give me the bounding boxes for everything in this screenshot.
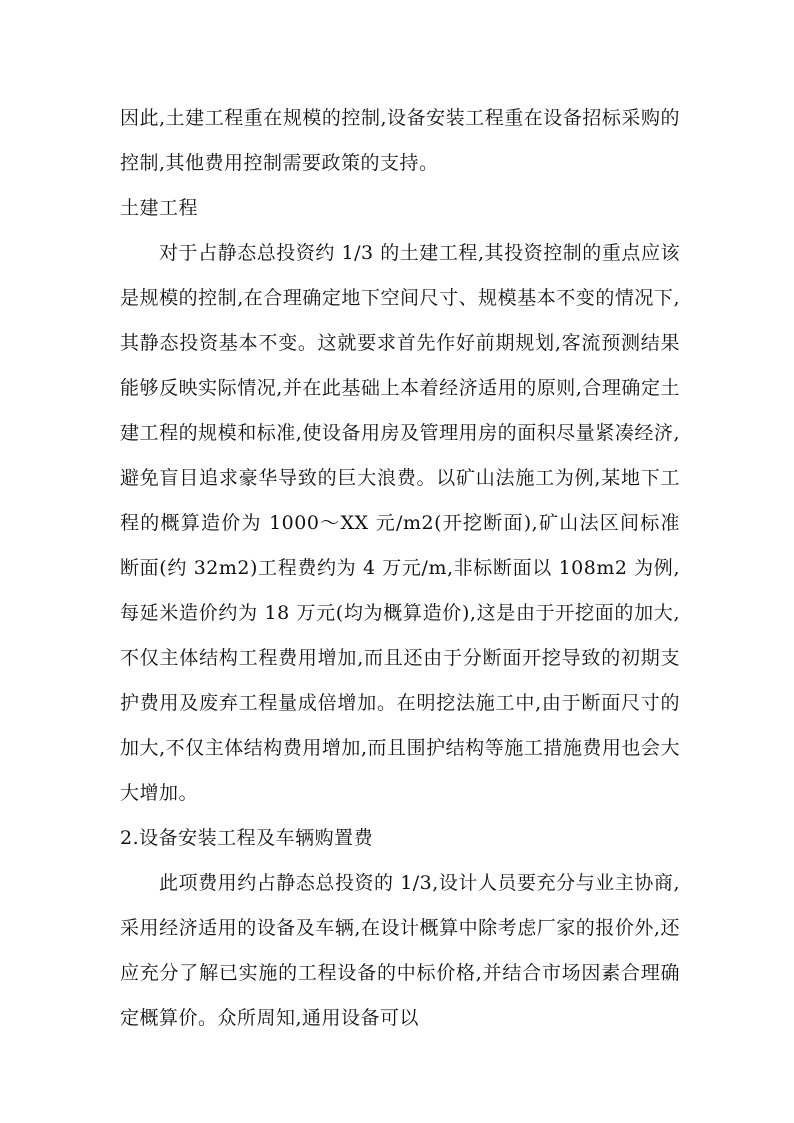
intro-paragraph: 因此,土建工程重在规模的控制,设备安装工程重在设备招标采购的控制,其他费用控制需要政策的支持。	[120, 107, 680, 174]
document-body	[120, 96, 680, 1041]
equipment-installation-paragraph: 此项费用约占静态总投资的 1/3,设计人员要充分与业主协商,采用经济适用的设备及车辆,在设计概算中除考虑厂家的报价外,还应充分了解已实施的工程设备的中标价格,并结合市场因素合理确定概算价。众所周知,通用设备可以	[120, 872, 680, 1029]
section-heading-civil-works: 土建工程	[120, 197, 199, 219]
section-heading-equipment-installation: 2.设备安装工程及车辆购置费	[120, 827, 374, 849]
civil-works-paragraph: 对于占静态总投资约 1/3 的土建工程,其投资控制的重点应该是规模的控制,在合理确定地下空间尺寸、规模基本不变的情况下,其静态投资基本不变。这就要求首先作好前期规划,客流预测结果能够反映实际情况,并在此基础上本着经济适用的原则,合理确定土建工程的规模和标准,使设备用房及管理用房的面积尽量紧凑经济,避免盲目追求豪华导致的巨大浪费。以矿山法施工为例,某地下工程的概算造价为 1000～XX 元/m2(开挖断面),矿山法区间标准断面(约 32m2)工程费约为 4 万元/m,非标断面以 108m2 为例,每延米造价约为 18 万元(均为概算造价),这是由于开挖面的加大,不仅主体结构工程费用增加,而且还由于分断面开挖导致的初期支护费用及废弃工程量成倍增加。在明挖法施工中,由于断面尺寸的加大,不仅主体结构费用增加,而且围护结构等施工措施费用也会大大增加。	[120, 242, 680, 804]
